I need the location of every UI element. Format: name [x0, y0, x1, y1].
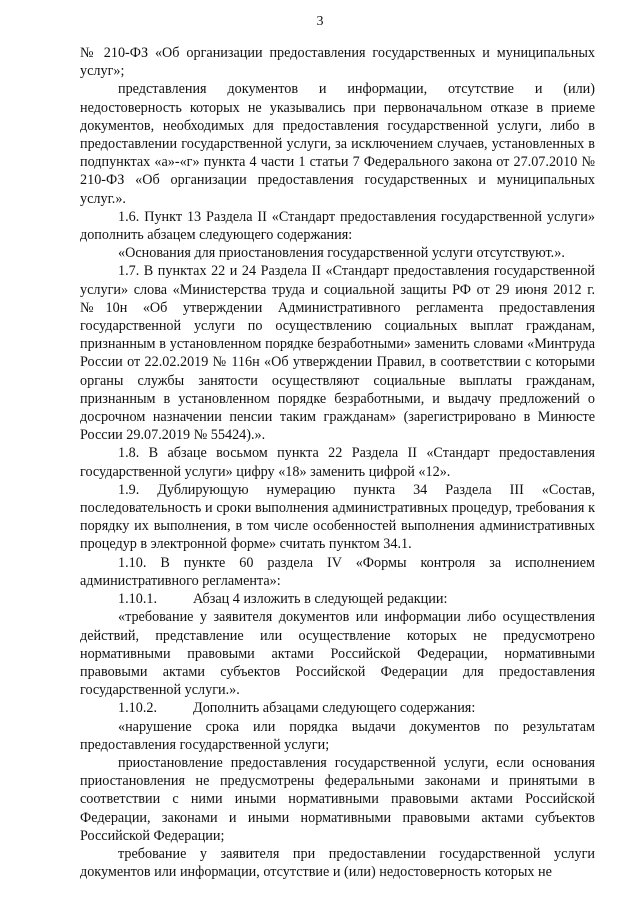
paragraph: требование у заявителя при предоставлении государственной услуги документов или информации, отсутствие и (или) недостоверность которых не — [80, 845, 595, 881]
paragraph-item-1-8: 1.8. В абзаце восьмом пункта 22 Раздела II «Стандарт предоставления государственной услуги» цифру «18» заменить цифрой «12». — [80, 445, 595, 480]
paragraph-item-1-10: 1.10. В пункте 60 раздела IV «Формы контроля за исполнением административного регламента»: — [80, 554, 595, 589]
subitem-number: 1.10.2. — [118, 700, 158, 717]
paragraph-quote: «нарушение срока или порядка выдачи документов по результатам предоставления государственной услуги; — [80, 718, 595, 753]
paragraph-quote: «требование у заявителя документов или информации либо осуществления действий, представление или осуществление которых не предусмотрено нормативными правовыми актами Российской Федерации, нормативными правовыми актами субъектов Российской Федерации для предоставления государственной услуги.». — [80, 609, 595, 699]
paragraph: представления документов и информации, отсутствие и (или) недостоверность которых не указывались при первоначальном отказе в приеме документов, необходимых для предоставления государственной услуги, либо в предоставлении государственной услуги, за исключением случаев, установленных в подпунктах «а»-«г» пункта 4 части 1 статьи 7 Федерального закона от 27.07.2010 № 210-ФЗ «Об организации предоставления государственных и муниципальных услуг.». — [80, 81, 595, 207]
subitem-1-10-1 — [80, 590, 595, 608]
paragraph-item-1-6: 1.6. Пункт 13 Раздела II «Стандарт предоставления государственной услуги» дополнить абзацем следующего содержания: — [80, 208, 595, 244]
subitem-text: Абзац 4 изложить в следующей редакции: — [193, 591, 448, 608]
paragraph-item-1-9: 1.9. Дублирующую нумерацию пункта 34 Раздела III «Состав, последовательность и сроки выполнения административных процедур, требования к порядку их выполнения, в том числе особенностей выполнения административных процедур в электронной форме» считать пунктом 34.1. — [80, 481, 595, 553]
subitem-text: Дополнить абзацами следующего содержания: — [193, 700, 476, 717]
subitem-number: 1.10.1. — [118, 591, 158, 608]
document-body — [80, 44, 595, 881]
paragraph-item-1-7: 1.7. В пунктах 22 и 24 Раздела II «Стандарт предоставления государственной услуги» слова «Министерства труда и социальной защиты РФ от 29 июня 2012 г. №10н «Об утверждении Административного регламента предоставления государственной услуги по осуществлению социальных выплат гражданам, признанным в установленном порядке безработными» заменить словами «Минтруда России от 22.02.2019 № 116н «Об утверждении Правил, в соответствии с которыми органы службы занятости осуществляют социальные выплаты гражданам, признанным в установленном порядке безработными, и выдачу предложений о досрочном назначении пенсии таким гражданам» (зарегистрировано в Минюсте России 29.07.2019 № 55424).». — [80, 263, 595, 444]
subitem-1-10-2 — [80, 699, 595, 717]
page-number: 3 — [316, 14, 324, 29]
paragraph: приостановление предоставления государственной услуги, если основания приостановления не предусмотрены федеральными законами и принятыми в соответствии с ними иными нормативными правовыми актами Российской Федерации, законами и иными нормативными правовыми актами субъектов Российской Федерации; — [80, 754, 595, 844]
paragraph-continuation: № 210-ФЗ «Об организации предоставления государственных и муниципальных услуг»; — [80, 45, 595, 80]
paragraph-quote: «Основания для приостановления государственной услуги отсутствуют.». — [118, 245, 565, 262]
